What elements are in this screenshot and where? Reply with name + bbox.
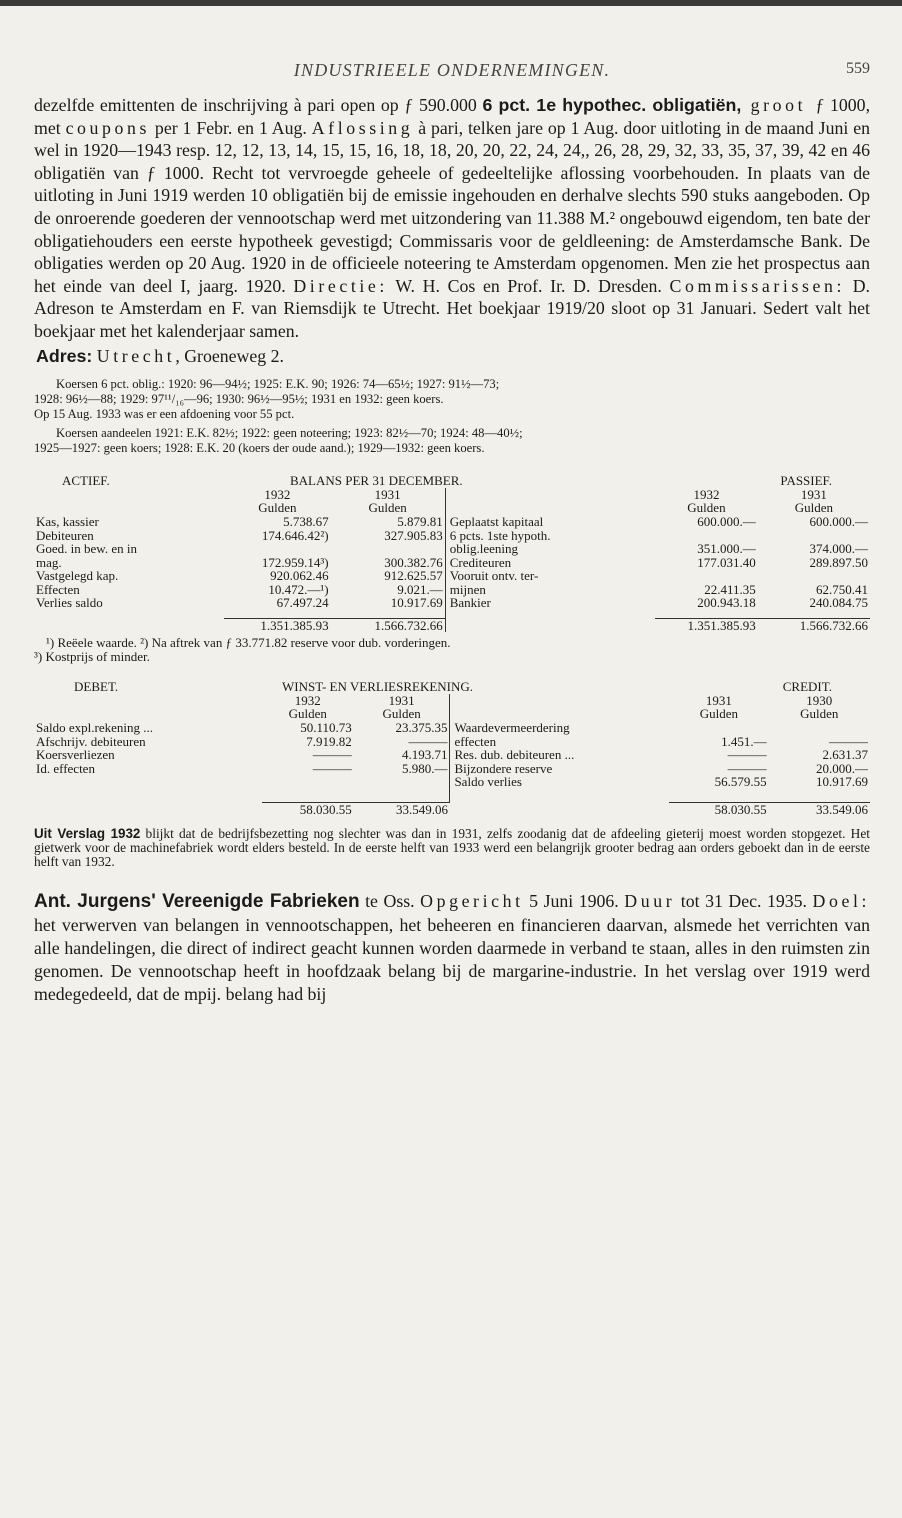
paragraph-emission bbox=[34, 94, 870, 367]
unit-header: Gulden bbox=[699, 706, 738, 722]
row-value: 600.000.— bbox=[697, 513, 756, 529]
table-row bbox=[34, 569, 870, 583]
row-value: 920.062.46 bbox=[270, 568, 329, 584]
row-label: Crediteuren bbox=[449, 554, 512, 570]
text: dezelfde emittenten de inschrijving à pari open op bbox=[34, 95, 405, 115]
directie-label: Directie: bbox=[293, 275, 388, 296]
row-label: Kas, kassier bbox=[36, 513, 99, 529]
row-value: ——— bbox=[408, 733, 448, 749]
row-value: 22.411.35 bbox=[704, 581, 756, 597]
koersen-line: 1928: 96½—88; 1929: 97¹¹/₁₆—96; 1930: 96½—95½; 1931 en 1932: geen koers. bbox=[34, 392, 444, 407]
row-label: Saldo expl.rekening ... bbox=[36, 719, 153, 735]
koersen-line: Koersen 6 pct. oblig.: 1920: 96—94½; 1925: E.K. 90; 1926: 74—65½; 1927: 91½—73; bbox=[56, 377, 500, 392]
table-right-head bbox=[450, 680, 870, 694]
row-value: 300.382.76 bbox=[384, 554, 443, 570]
adres-city: Utrecht bbox=[96, 345, 176, 366]
verslag-paragraph bbox=[34, 827, 870, 868]
row-value: 374.000.— bbox=[809, 541, 868, 557]
table-left-head bbox=[34, 473, 463, 489]
row-value: 10.472.—¹) bbox=[268, 581, 329, 597]
footnote: ³) Kostprijs of minder. bbox=[34, 649, 150, 665]
row-value: 351.000.— bbox=[697, 541, 756, 557]
table-row bbox=[34, 583, 870, 597]
row-value: 174.646.42²) bbox=[261, 527, 329, 543]
text: à pari, telken jare op 1 Aug. door uitloting in de maand Juni en wel in 1920—1943 resp. 12, 12, 13, 14, 15, 15, 16, 18, 18, 20, 20, 22, 24, 24,, 26, 28, 29, 32, 33, 35, 37, 39, 42 en 46 obligatiën van ƒ 1000. Recht tot vervroegde geheele of gedeeltelijke aflossing voorbehouden. In plaats van de uitloting in Juni 1919 werden 10 obligatiën bij de emissie ingehouden en derhalve slechts 590 stuks aangeboden. Op de onroerende goederen der vennootschap werd met uitzondering van 11.388 M.² ongebouwd eigendom, ten bate der obligatiehouders een eerste hypotheek gevestigd; Commissaris voor de geldleening: de Amsterdamsche Bank. De obligaties werden op 20 Aug. 1920 in de officieele noteering te Amsterdam opgenomen. Men zie het prospectus aan het einde van deel I, jaarg. 1920. bbox=[34, 117, 870, 296]
page-number: 559 bbox=[846, 60, 870, 77]
text: ƒ 1000, met bbox=[34, 95, 871, 138]
table-row bbox=[34, 529, 870, 543]
table-row bbox=[34, 542, 870, 556]
adres-label: Adres: bbox=[36, 345, 93, 366]
row-label: effecten bbox=[454, 733, 497, 749]
row-label: Saldo verlies bbox=[454, 774, 522, 790]
page bbox=[34, 60, 870, 1005]
text: blijkt dat de bedrijfsbezetting nog slechter was dan in 1931, zelfs zoodanig dat de afdeeling gieterij moest worden stopgezet. Het gietwerk voor de machinefabriek wordt elders besteld. In de eerste helft van 1933 werd een belangrijk grooter bedrag aan orders geboekt dan in de eerste helft van 1932. bbox=[34, 826, 870, 869]
year-header: 1932 bbox=[693, 486, 720, 502]
row-value: 62.750.41 bbox=[816, 581, 868, 597]
verslag-label: Uit Verslag 1932 bbox=[34, 826, 141, 841]
year-header: 1932 bbox=[294, 692, 321, 708]
row-label: Afschrijv. debiteuren bbox=[36, 733, 146, 749]
balans-notes bbox=[34, 636, 870, 664]
company-name: Ant. Jurgens' Vereenigde Fabrieken bbox=[34, 891, 360, 913]
row-value: ——— bbox=[312, 760, 352, 776]
total-value: 58.030.55 bbox=[299, 802, 352, 818]
table-right-head bbox=[445, 474, 870, 488]
year-header: 1931 bbox=[388, 692, 415, 708]
year-header: 1931 bbox=[374, 486, 401, 502]
total-value: 58.030.55 bbox=[714, 802, 767, 818]
balans-title: BALANS PER 31 DECEMBER. bbox=[290, 473, 463, 489]
bond-name: 6 pct. 1e hypothec. obligatiën, bbox=[482, 95, 742, 115]
total-value: 1.351.385.93 bbox=[260, 617, 329, 633]
row-value: 7.919.82 bbox=[306, 733, 352, 749]
balans-table bbox=[34, 474, 870, 632]
winst-verlies-table bbox=[34, 680, 870, 817]
row-label: 6 pcts. 1ste hypoth. bbox=[449, 527, 551, 543]
row-value: 5.738.67 bbox=[283, 513, 329, 529]
unit-header: Gulden bbox=[382, 706, 421, 722]
row-value: ——— bbox=[727, 747, 767, 763]
row-value: 912.625.57 bbox=[384, 568, 443, 584]
table-row bbox=[34, 775, 870, 789]
row-value: 200.943.18 bbox=[697, 595, 756, 611]
row-label: Verlies saldo bbox=[36, 595, 103, 611]
year-header: 1931 bbox=[800, 486, 827, 502]
koersen-aandeelen bbox=[34, 426, 870, 456]
opgericht-label: Opgericht bbox=[420, 891, 524, 912]
adres-line bbox=[34, 345, 870, 368]
text: groot bbox=[741, 95, 816, 115]
aflossing-label: Aflossing bbox=[311, 117, 414, 138]
adres-street: , Groeneweg 2. bbox=[175, 345, 284, 366]
row-label: Effecten bbox=[36, 581, 80, 597]
row-label: mijnen bbox=[449, 581, 486, 597]
row-value: 172.959.14³) bbox=[261, 554, 329, 570]
row-value: ——— bbox=[829, 733, 868, 749]
row-label: mag. bbox=[36, 554, 62, 570]
scan-top-edge bbox=[0, 0, 902, 6]
row-label: Id. effecten bbox=[36, 760, 95, 776]
text: D. Adreson te Amsterdam en F. van Riemsdijk te Utrecht. Het boekjaar 1919/20 sloot op 31 Januari. Sedert valt het boekjaar met het kalenderjaar samen. bbox=[34, 275, 871, 341]
row-value: 240.084.75 bbox=[809, 595, 868, 611]
row-label: Koersverliezen bbox=[36, 747, 115, 763]
row-value: 600.000.— bbox=[809, 513, 868, 529]
actief-label: ACTIEF. bbox=[62, 473, 110, 489]
row-value: 5.879.81 bbox=[397, 513, 443, 529]
running-title: INDUSTRIEELE ONDERNEMINGEN. bbox=[293, 60, 611, 80]
row-label: Debiteuren bbox=[36, 527, 94, 543]
unit-header: Gulden bbox=[368, 500, 407, 516]
debet-label: DEBET. bbox=[74, 679, 119, 695]
row-label: Waardevermeerdering bbox=[454, 719, 570, 735]
row-value: 2.631.37 bbox=[822, 747, 868, 763]
duur-label: Duur bbox=[624, 891, 676, 912]
row-label: Geplaatst kapitaal bbox=[449, 513, 544, 529]
row-label: Res. dub. debiteuren ... bbox=[454, 747, 575, 763]
row-label: Bijzondere reserve bbox=[454, 760, 553, 776]
row-value: 10.917.69 bbox=[816, 774, 868, 790]
row-label: Vastgelegd kap. bbox=[36, 568, 119, 584]
unit-header: Gulden bbox=[687, 500, 726, 516]
row-value: 177.031.40 bbox=[697, 554, 756, 570]
koersen-line: 1925—1927: geen koers; 1928: E.K. 20 (koers der oude aand.); 1929—1932: geen koers. bbox=[34, 441, 485, 456]
table-row bbox=[34, 735, 870, 749]
row-value: ——— bbox=[727, 760, 767, 776]
unit-header: Gulden bbox=[258, 500, 297, 516]
row-label: oblig.leening bbox=[449, 541, 518, 557]
table-row bbox=[34, 762, 870, 776]
unit-header: Gulden bbox=[800, 706, 839, 722]
table-row bbox=[34, 596, 870, 610]
row-value: 56.579.55 bbox=[714, 774, 767, 790]
row-label: Goed. in bew. en in bbox=[36, 541, 137, 557]
row-value: 50.110.73 bbox=[300, 719, 352, 735]
commissarissen-label: Commissarissen: bbox=[669, 275, 846, 296]
total-value: 1.351.385.93 bbox=[687, 617, 756, 633]
paragraph-jurgens bbox=[34, 890, 870, 1005]
text: ƒ 590.000 bbox=[404, 95, 483, 115]
winst-title: WINST- EN VERLIESREKENING. bbox=[282, 679, 474, 695]
text: W. H. Cos en Prof. Ir. D. Dresden. bbox=[387, 275, 670, 296]
table-row bbox=[34, 748, 870, 762]
row-value: 9.021.— bbox=[397, 581, 443, 597]
text: tot 31 Dec. 1935. bbox=[675, 891, 813, 912]
credit-label: CREDIT. bbox=[782, 679, 832, 695]
passief-label: PASSIEF. bbox=[780, 473, 832, 489]
row-value: 23.375.35 bbox=[395, 719, 448, 735]
text: per 1 Febr. en 1 Aug. bbox=[150, 117, 312, 138]
row-value: 10.917.69 bbox=[390, 595, 443, 611]
table-left-head bbox=[34, 679, 474, 695]
year-header: 1930 bbox=[806, 692, 833, 708]
total-value: 33.549.06 bbox=[395, 802, 448, 818]
footnote: ¹) Reëele waarde. ²) Na aftrek van ƒ 33.771.82 reserve voor dub. vorderingen. bbox=[46, 635, 451, 651]
text: 5 Juni 1906. bbox=[523, 891, 625, 912]
koersen-obligaties bbox=[34, 377, 870, 422]
total-value: 33.549.06 bbox=[816, 802, 868, 818]
row-value: 327.905.83 bbox=[384, 527, 443, 543]
total-value: 1.566.732.66 bbox=[799, 617, 868, 633]
total-value: 1.566.732.66 bbox=[374, 617, 443, 633]
row-value: 5.980.— bbox=[401, 760, 448, 776]
row-value: 4.193.71 bbox=[401, 747, 448, 763]
koersen-line: Koersen aandeelen 1921: E.K. 82½; 1922: geen noteering; 1923: 82½—70; 1924: 48—40½; bbox=[56, 426, 523, 441]
table-row bbox=[34, 556, 870, 570]
running-header bbox=[34, 60, 870, 94]
table-row bbox=[34, 515, 870, 529]
text: te Oss. bbox=[359, 891, 421, 912]
doel-label: Doel: bbox=[812, 891, 871, 912]
row-value: 289.897.50 bbox=[809, 554, 868, 570]
year-header: 1932 bbox=[264, 486, 291, 502]
row-value: 20.000.— bbox=[816, 760, 868, 776]
text: het verwerven van belangen in vennootschappen, het beheeren en financieren daarvan, alsmede het verrichten van alle handelingen, die direct of indirect geacht kunnen worden daarmede in verband te staan, alles in den ruimsten zin genomen. De vennootschap heeft in hoofdzaak belang bij de margarine-industrie. In het verslag over 1919 werd medegedeeld, dat de mpij. belang had bij bbox=[34, 915, 870, 1004]
row-label: Bankier bbox=[449, 595, 491, 611]
row-value: ——— bbox=[312, 747, 352, 763]
year-header: 1931 bbox=[705, 692, 732, 708]
row-value: 67.497.24 bbox=[276, 595, 329, 611]
unit-header: Gulden bbox=[794, 500, 834, 516]
table-row bbox=[34, 721, 870, 735]
koersen-line: Op 15 Aug. 1933 was er een afdoening voor 55 pct. bbox=[34, 407, 295, 422]
row-value: 1.451.— bbox=[721, 733, 767, 749]
coupons-label: coupons bbox=[65, 117, 151, 138]
unit-header: Gulden bbox=[288, 706, 327, 722]
row-label: Vooruit ontv. ter- bbox=[449, 568, 539, 584]
